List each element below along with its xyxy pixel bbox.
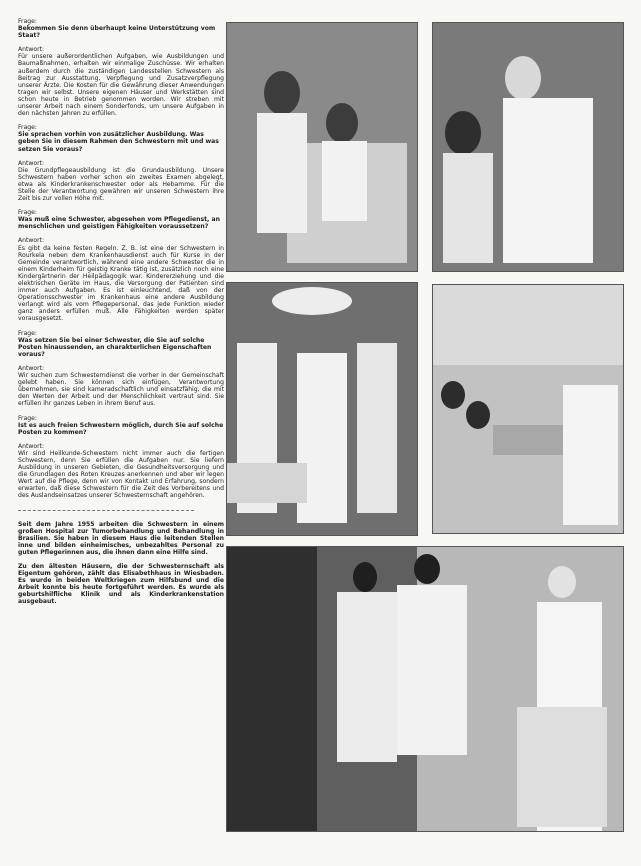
question-text: Bekommen Sie denn überhaupt keine Unterstützung vom Staat? [18, 25, 216, 40]
answer-label: Antwort: [18, 237, 45, 245]
answer-block [18, 365, 224, 408]
photo-operating-room [226, 282, 418, 536]
answer-block [18, 443, 224, 500]
photo-nurse-with-girl-and-mother [432, 22, 624, 272]
question-text: Was muß eine Schwester, abgesehen vom Pflegedienst, an menschlichen und geistigen Fähigkeiten voraussetzen? [18, 216, 220, 231]
photo-graphic [227, 23, 417, 271]
answer-label: Antwort: [18, 46, 45, 54]
photo-nurses-with-child-in-crib [226, 22, 418, 272]
closing-paragraph: Seit dem Jahre 1955 arbeiten die Schwestern in einem großen Hospital zur Tumorbehandlung und Behandlung in Brasilien. Sie haben in diesem Haus die leitenden Stellen inne und bilden einheimisches, unbezahltes Personal zu guten Pflegerinnen aus, die ihnen dann eine Hilfe sind. [18, 520, 224, 556]
section-divider [18, 510, 194, 511]
interview-column [18, 18, 224, 848]
interview-block [18, 415, 224, 436]
question-label: Frage: [18, 209, 37, 217]
interview-block [18, 209, 224, 230]
answer-label: Antwort: [18, 442, 45, 450]
interview-block [18, 18, 224, 39]
interview-block [18, 124, 224, 152]
answer-text: Es gibt da keine festen Regeln. Z. B. ist eine der Schwestern in Rourkela neben dem Krankenhausdienst auch für Kurse in der Gemeinde verantwortlich, während eine andere Schwester die in einem Kinderheim für geistig Kranke tätig ist, zusätzlich noch eine Kindergärtnerin der Heilpädagogik war. Kindererziehung und die elektrischen Geräte im Haus, die Versorgung der Patienten sind immer auch Aufgaben. Es ist einleuchtend, daß von der Operationsschwester im Krankenhaus eine andere Ausbildung verlangt wird als vom Pflegepersonal, das jede Funktion wieder ganz anders erfüllen muß. Alle Fähigkeiten werden später vorausgesetzt. [18, 244, 224, 323]
photo-graphic [433, 23, 623, 271]
answer-text: Wir suchen zum Schwesterndienst die vorher in der Gemeinschaft gelebt haben. Sie können sich einfügen, Verantwortung übernehmen, sie sind kameradschaftlich und einsatzfähig, die mit den Werten der Arbeit und der Menschlichkeit vertraut sind. Sie erfüllen ihr ganzes Leben in ihrem Beruf aus. [18, 372, 224, 408]
answer-label: Antwort: [18, 159, 45, 167]
answer-block [18, 160, 224, 203]
question-text: Was setzen Sie bei einer Schwester, die Sie auf solche Posten hinaussenden, an charakterlichen Eigenschaften voraus? [18, 336, 212, 358]
question-label: Frage: [18, 329, 37, 337]
answer-text: Die Grundpflegeausbildung ist die Grundausbildung. Unsere Schwestern haben vorher schon ein zweites Examen abgelegt, etwa als Kinderkrankenschwester oder als Hebamme. Für die Stelle der Verantwortung gewähren wir unseren Schwestern ihre Zeit bis zur vollen Höhe mit. [18, 166, 224, 203]
answer-label: Antwort: [18, 364, 45, 372]
question-text: Ist es auch freien Schwestern möglich, durch Sie auf solche Posten zu kommen? [18, 421, 224, 436]
question-text: Sie sprachen vorhin von zusätzlicher Ausbildung. Was geben Sie in diesem Rahmen den Schwestern mit und was setzen Sie voraus? [18, 131, 219, 153]
interview-block [18, 330, 224, 358]
answer-block [18, 46, 224, 117]
question-label: Frage: [18, 18, 37, 25]
answer-text: Für unsere außerordentlichen Aufgaben, wie Ausbildungen und Baumaßnahmen, erhalten wir einmalige Zuschüsse. Wir erhalten außerdem durch die zuständigen Landesstellen Schwestern als Beitrag zur Ausstattung, Verpflegung und Zusatzverpflegung unserer Ärzte. Die Kosten für die Gewährung dieser Anwendungen tragen wir selbst. Unsere eigenen Häuser und Werkstätten sind schon heute in Betrieb genommen worden. Wir streben mit unserer Arbeit nach einem Sonderfonds, um unsere Aufgaben in den nächsten Jahren zu erfüllen. [18, 53, 224, 118]
photo-graphic [227, 283, 417, 535]
question-label: Frage: [18, 124, 37, 132]
photo-graphic [433, 285, 623, 533]
photo-graphic [227, 547, 623, 831]
photo-children-at-table [432, 284, 624, 534]
answer-block [18, 237, 224, 322]
closing-paragraph: Zu den ältesten Häusern, die der Schwesternschaft als Eigentum gehören, zählt das Elisabethhaus in Wiesbaden. Es wurde in beiden Weltkriegen zum Hilfsbund und die Arbeit konnte bis heute fortgeführt werden. Es wurde als geburtshilfliche Klinik und als Kinderkrankenstation ausgebaut. [18, 563, 224, 606]
answer-text: Wir sind Heilkunde-Schwestern nicht immer auch die fertigen Schwestern, denn Sie erfüllen die Aufgaben nur. Sie liefern Ausbildung in unseren Gebieten, die Gesundheitsversorgung und die Grundlagen des Roten Kreuzes anerkennen und aber wir legen Wert auf die Pflege, denn wir von Kontakt und Erfahrung, sondern erwarten, daß diese Schwestern für die Zeit des Vorbereitens und des Auslandseinsatzes unserer Schwesternschaft angehören. [18, 449, 224, 500]
question-label: Frage: [18, 414, 37, 422]
photo-nurse-with-orderlies [226, 546, 624, 832]
